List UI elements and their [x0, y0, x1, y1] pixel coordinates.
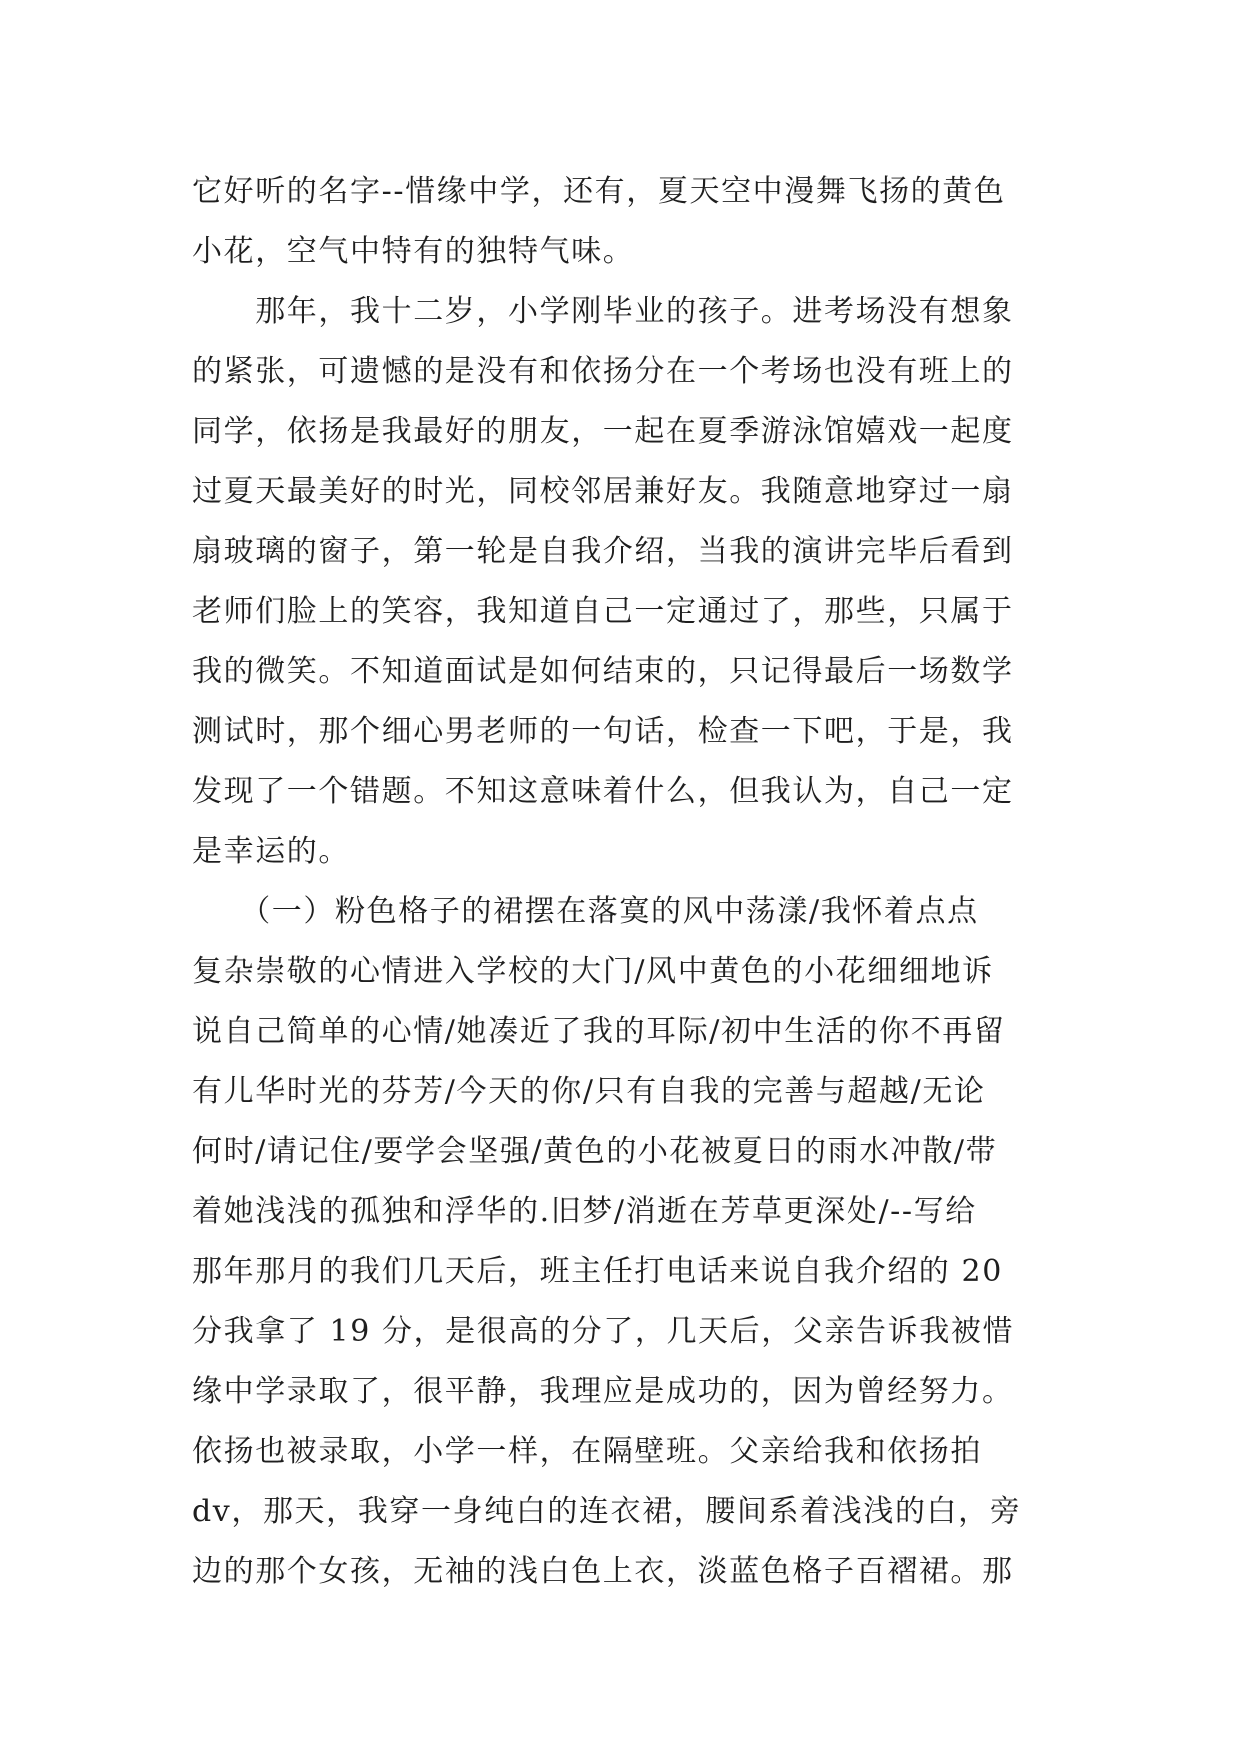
- text-line: 说自己简单的心情/她凑近了我的耳际/初中生活的你不再留: [192, 1014, 1006, 1049]
- text-line: 它好听的名字--惜缘中学，还有，夏天空中漫舞飞扬的黄色: [192, 174, 1006, 209]
- text-line: 有儿华时光的芬芳/今天的你/只有自我的完善与超越/无论: [192, 1074, 986, 1109]
- text-line: 分我拿了 19 分，是很高的分了，几天后，父亲告诉我被惜: [192, 1314, 1015, 1349]
- text-line: 边的那个女孩，无袖的浅白色上衣，淡蓝色格子百褶裙。那: [192, 1554, 1014, 1589]
- text-line: 着她浅浅的孤独和浮华的.旧梦/消逝在芳草更深处/--写给: [192, 1194, 977, 1229]
- text-line: 那年那月的我们几天后，班主任打电话来说自我介绍的 20: [192, 1254, 1003, 1289]
- text-line: 的紧张，可遗憾的是没有和依扬分在一个考场也没有班上的: [192, 354, 1014, 389]
- text-line: 依扬也被录取，小学一样，在隔壁班。父亲给我和依扬拍: [192, 1434, 982, 1469]
- text-line: 测试时，那个细心男老师的一句话，检查一下吧，于是，我: [192, 714, 1014, 749]
- text-line: 同学，依扬是我最好的朋友，一起在夏季游泳馆嬉戏一起度: [192, 414, 1014, 449]
- text-line: dv，那天，我穿一身纯白的连衣裙，腰间系着浅浅的白，旁: [192, 1494, 1022, 1529]
- text-line: 复杂崇敬的心情进入学校的大门/风中黄色的小花细细地诉: [192, 954, 994, 989]
- text-line: 我的微笑。不知道面试是如何结束的，只记得最后一场数学: [192, 654, 1014, 689]
- text-line: 那年，我十二岁，小学刚毕业的孩子。进考场没有想象: [192, 294, 1014, 329]
- body-text: [192, 162, 1092, 1602]
- text-line: 发现了一个错题。不知这意味着什么，但我认为，自己一定: [192, 774, 1014, 809]
- text-line: 老师们脸上的笑容，我知道自己一定通过了，那些，只属于: [192, 594, 1014, 629]
- text-line: 缘中学录取了，很平静，我理应是成功的，因为曾经努力。: [192, 1374, 1014, 1409]
- text-line: 扇玻璃的窗子，第一轮是自我介绍，当我的演讲完毕后看到: [192, 534, 1014, 569]
- text-line: 过夏天最美好的时光，同校邻居兼好友。我随意地穿过一扇: [192, 474, 1014, 509]
- text-line: 何时/请记住/要学会坚强/黄色的小花被夏日的雨水冲散/带: [192, 1134, 998, 1169]
- text-line: （一）粉色格子的裙摆在落寞的风中荡漾/我怀着点点: [192, 894, 979, 929]
- text-line: 是幸运的。: [192, 834, 350, 869]
- text-line: 小花，空气中特有的独特气味。: [192, 234, 635, 269]
